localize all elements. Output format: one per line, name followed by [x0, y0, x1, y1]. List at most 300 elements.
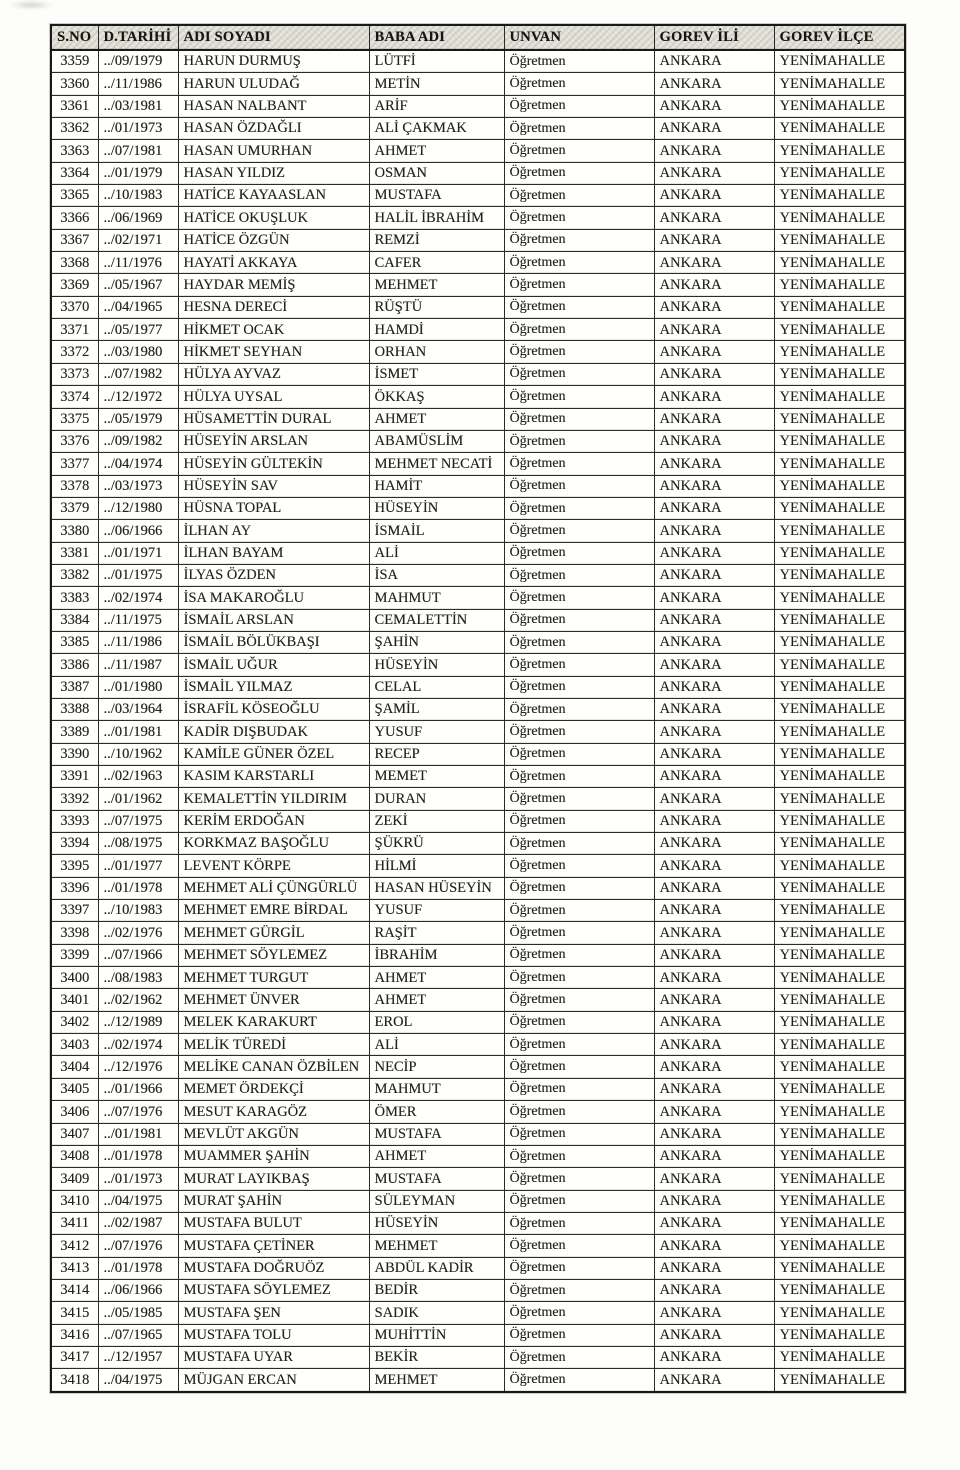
table-cell-adi-soyadi: HÜSNA TOPAL — [178, 497, 369, 519]
table-cell-gorev-ili: ANKARA — [654, 229, 774, 251]
table-cell-gorev-ili: ANKARA — [654, 900, 774, 922]
table-cell-adi-soyadi: MEHMET GÜRGİL — [178, 922, 369, 944]
table-cell-d-tarihi: ../06/1966 — [98, 1279, 178, 1301]
table-cell-unvan: Öğretmen — [504, 1346, 654, 1368]
table-cell-gorev-ilce: YENİMAHALLE — [774, 95, 905, 117]
table-cell-sno: 3387 — [51, 676, 98, 698]
table-cell-gorev-ili: ANKARA — [654, 676, 774, 698]
table-row — [51, 587, 905, 609]
table-cell-adi-soyadi: HATİCE ÖZGÜN — [178, 229, 369, 251]
table-cell-gorev-ilce: YENİMAHALLE — [774, 877, 905, 899]
table-cell-adi-soyadi: MURAT ŞAHİN — [178, 1190, 369, 1212]
table-cell-sno: 3386 — [51, 654, 98, 676]
table-row — [51, 162, 905, 184]
table-cell-sno: 3363 — [51, 140, 98, 162]
table-cell-adi-soyadi: İSMAİL YILMAZ — [178, 676, 369, 698]
table-row — [51, 766, 905, 788]
table-cell-gorev-ilce: YENİMAHALLE — [774, 1369, 905, 1392]
table-cell-baba-adi: ŞAMİL — [369, 698, 504, 720]
table-cell-gorev-ilce: YENİMAHALLE — [774, 1056, 905, 1078]
table-cell-unvan: Öğretmen — [504, 922, 654, 944]
table-cell-gorev-ilce: YENİMAHALLE — [774, 1279, 905, 1301]
table-cell-sno: 3380 — [51, 520, 98, 542]
table-cell-gorev-ilce: YENİMAHALLE — [774, 430, 905, 452]
table-cell-sno: 3407 — [51, 1123, 98, 1145]
table-cell-sno: 3399 — [51, 944, 98, 966]
table-cell-adi-soyadi: MÜJGAN ERCAN — [178, 1369, 369, 1392]
table-cell-sno: 3396 — [51, 877, 98, 899]
table-cell-unvan: Öğretmen — [504, 1257, 654, 1279]
table-cell-adi-soyadi: HASAN ÖZDAĞLI — [178, 118, 369, 140]
table-cell-unvan: Öğretmen — [504, 1279, 654, 1301]
table-cell-gorev-ilce: YENİMAHALLE — [774, 140, 905, 162]
table-cell-unvan: Öğretmen — [504, 430, 654, 452]
table-cell-gorev-ili: ANKARA — [654, 1056, 774, 1078]
table-cell-adi-soyadi: HASAN NALBANT — [178, 95, 369, 117]
table-cell-baba-adi: MEHMET — [369, 1235, 504, 1257]
table-cell-gorev-ili: ANKARA — [654, 95, 774, 117]
table-row — [51, 95, 905, 117]
table-cell-gorev-ilce: YENİMAHALLE — [774, 520, 905, 542]
table-cell-gorev-ili: ANKARA — [654, 1123, 774, 1145]
table-cell-adi-soyadi: İLHAN AY — [178, 520, 369, 542]
table-cell-unvan: Öğretmen — [504, 363, 654, 385]
table-cell-sno: 3409 — [51, 1168, 98, 1190]
table-cell-gorev-ilce: YENİMAHALLE — [774, 1034, 905, 1056]
table-cell-d-tarihi: ../02/1976 — [98, 922, 178, 944]
table-cell-unvan: Öğretmen — [504, 944, 654, 966]
table-cell-unvan: Öğretmen — [504, 475, 654, 497]
table-cell-gorev-ilce: YENİMAHALLE — [774, 1123, 905, 1145]
table-cell-d-tarihi: ../10/1983 — [98, 900, 178, 922]
table-cell-gorev-ili: ANKARA — [654, 1235, 774, 1257]
table-cell-adi-soyadi: MUSTAFA TOLU — [178, 1324, 369, 1346]
table-cell-sno: 3372 — [51, 341, 98, 363]
table-row — [51, 207, 905, 229]
table-cell-gorev-ili: ANKARA — [654, 296, 774, 318]
table-cell-gorev-ili: ANKARA — [654, 788, 774, 810]
table-cell-d-tarihi: ../07/1976 — [98, 1235, 178, 1257]
table-cell-baba-adi: ALİ ÇAKMAK — [369, 118, 504, 140]
table-cell-gorev-ili: ANKARA — [654, 1212, 774, 1234]
table-row — [51, 743, 905, 765]
column-header-sno: S.NO — [51, 25, 98, 50]
table-cell-gorev-ilce: YENİMAHALLE — [774, 788, 905, 810]
table-cell-d-tarihi: ../09/1982 — [98, 430, 178, 452]
table-cell-adi-soyadi: MEHMET EMRE BİRDAL — [178, 900, 369, 922]
table-cell-baba-adi: RAŞİT — [369, 922, 504, 944]
table-cell-unvan: Öğretmen — [504, 1056, 654, 1078]
table-cell-adi-soyadi: HASAN YILDIZ — [178, 162, 369, 184]
table-row — [51, 1101, 905, 1123]
table-cell-sno: 3404 — [51, 1056, 98, 1078]
table-cell-baba-adi: MUSTAFA — [369, 1168, 504, 1190]
table-cell-adi-soyadi: HİKMET SEYHAN — [178, 341, 369, 363]
table-cell-gorev-ili: ANKARA — [654, 363, 774, 385]
table-cell-gorev-ili: ANKARA — [654, 1078, 774, 1100]
table-cell-adi-soyadi: MEVLÜT AKGÜN — [178, 1123, 369, 1145]
table-cell-unvan: Öğretmen — [504, 296, 654, 318]
table-cell-gorev-ilce: YENİMAHALLE — [774, 386, 905, 408]
table-cell-gorev-ili: ANKARA — [654, 877, 774, 899]
table-cell-gorev-ilce: YENİMAHALLE — [774, 1257, 905, 1279]
table-row — [51, 1123, 905, 1145]
table-cell-unvan: Öğretmen — [504, 1101, 654, 1123]
table-cell-d-tarihi: ../05/1979 — [98, 408, 178, 430]
table-cell-baba-adi: REMZİ — [369, 229, 504, 251]
table-cell-baba-adi: HAMDİ — [369, 319, 504, 341]
table-cell-adi-soyadi: MUSTAFA ŞEN — [178, 1302, 369, 1324]
table-cell-unvan: Öğretmen — [504, 877, 654, 899]
table-cell-baba-adi: ÖMER — [369, 1101, 504, 1123]
table-cell-gorev-ilce: YENİMAHALLE — [774, 1011, 905, 1033]
table-cell-unvan: Öğretmen — [504, 609, 654, 631]
table-cell-unvan: Öğretmen — [504, 631, 654, 653]
table-row — [51, 1056, 905, 1078]
table-cell-d-tarihi: ../01/1975 — [98, 564, 178, 586]
table-cell-adi-soyadi: MESUT KARAGÖZ — [178, 1101, 369, 1123]
table-cell-gorev-ili: ANKARA — [654, 497, 774, 519]
table-row — [51, 1302, 905, 1324]
table-cell-sno: 3411 — [51, 1212, 98, 1234]
table-cell-d-tarihi: ../03/1973 — [98, 475, 178, 497]
table-cell-baba-adi: ZEKİ — [369, 810, 504, 832]
table-cell-adi-soyadi: İSMAİL ARSLAN — [178, 609, 369, 631]
column-header-gorev-ili: GOREV İLİ — [654, 25, 774, 50]
table-cell-unvan: Öğretmen — [504, 341, 654, 363]
table-cell-sno: 3400 — [51, 967, 98, 989]
table-cell-sno: 3418 — [51, 1369, 98, 1392]
table-cell-baba-adi: ORHAN — [369, 341, 504, 363]
table-cell-baba-adi: YUSUF — [369, 721, 504, 743]
table-cell-sno: 3376 — [51, 430, 98, 452]
table-cell-gorev-ili: ANKARA — [654, 274, 774, 296]
table-row — [51, 185, 905, 207]
table-cell-adi-soyadi: İLYAS ÖZDEN — [178, 564, 369, 586]
table-cell-gorev-ili: ANKARA — [654, 1324, 774, 1346]
table-cell-d-tarihi: ../07/1976 — [98, 1101, 178, 1123]
table-cell-gorev-ili: ANKARA — [654, 989, 774, 1011]
column-header-gorev-ilce: GOREV İLÇE — [774, 25, 905, 50]
table-cell-unvan: Öğretmen — [504, 274, 654, 296]
table-cell-adi-soyadi: MURAT LAYIKBAŞ — [178, 1168, 369, 1190]
table-cell-gorev-ilce: YENİMAHALLE — [774, 721, 905, 743]
table-cell-d-tarihi: ../02/1962 — [98, 989, 178, 1011]
table-row — [51, 721, 905, 743]
table-row — [51, 520, 905, 542]
table-cell-gorev-ili: ANKARA — [654, 587, 774, 609]
table-row — [51, 140, 905, 162]
table-cell-gorev-ilce: YENİMAHALLE — [774, 319, 905, 341]
table-cell-adi-soyadi: MEHMET ALİ ÇÜNGÜRLÜ — [178, 877, 369, 899]
table-cell-unvan: Öğretmen — [504, 900, 654, 922]
table-cell-adi-soyadi: MEHMET SÖYLEMEZ — [178, 944, 369, 966]
table-cell-d-tarihi: ../11/1986 — [98, 73, 178, 95]
table-cell-baba-adi: RECEP — [369, 743, 504, 765]
table-cell-baba-adi: LÜTFİ — [369, 50, 504, 73]
table-body — [51, 50, 905, 1392]
table-cell-gorev-ili: ANKARA — [654, 654, 774, 676]
table-cell-gorev-ilce: YENİMAHALLE — [774, 542, 905, 564]
table-cell-sno: 3415 — [51, 1302, 98, 1324]
table-cell-baba-adi: HÜSEYİN — [369, 497, 504, 519]
table-cell-adi-soyadi: İSA MAKAROĞLU — [178, 587, 369, 609]
table-cell-sno: 3378 — [51, 475, 98, 497]
table-cell-gorev-ilce: YENİMAHALLE — [774, 766, 905, 788]
table-cell-d-tarihi: ../01/1981 — [98, 1123, 178, 1145]
table-cell-sno: 3367 — [51, 229, 98, 251]
table-cell-adi-soyadi: KEMALETTİN YILDIRIM — [178, 788, 369, 810]
table-cell-unvan: Öğretmen — [504, 453, 654, 475]
table-cell-unvan: Öğretmen — [504, 542, 654, 564]
table-cell-baba-adi: CELAL — [369, 676, 504, 698]
table-cell-sno: 3389 — [51, 721, 98, 743]
table-cell-d-tarihi: ../07/1982 — [98, 363, 178, 385]
table-cell-baba-adi: MAHMUT — [369, 1078, 504, 1100]
table-cell-baba-adi: RÜŞTÜ — [369, 296, 504, 318]
table-cell-gorev-ili: ANKARA — [654, 855, 774, 877]
table-cell-baba-adi: AHMET — [369, 408, 504, 430]
table-cell-gorev-ilce: YENİMAHALLE — [774, 1235, 905, 1257]
table-cell-d-tarihi: ../04/1975 — [98, 1190, 178, 1212]
table-cell-baba-adi: DURAN — [369, 788, 504, 810]
table-cell-gorev-ili: ANKARA — [654, 185, 774, 207]
table-cell-sno: 3388 — [51, 698, 98, 720]
table-cell-gorev-ili: ANKARA — [654, 475, 774, 497]
table-cell-adi-soyadi: HAYATİ AKKAYA — [178, 252, 369, 274]
table-cell-adi-soyadi: HAYDAR MEMİŞ — [178, 274, 369, 296]
table-cell-sno: 3406 — [51, 1101, 98, 1123]
table-cell-baba-adi: HÜSEYİN — [369, 654, 504, 676]
table-cell-unvan: Öğretmen — [504, 833, 654, 855]
table-cell-gorev-ilce: YENİMAHALLE — [774, 341, 905, 363]
table-cell-sno: 3379 — [51, 497, 98, 519]
table-cell-gorev-ilce: YENİMAHALLE — [774, 229, 905, 251]
table-cell-sno: 3364 — [51, 162, 98, 184]
table-cell-gorev-ilce: YENİMAHALLE — [774, 50, 905, 73]
table-cell-d-tarihi: ../12/1980 — [98, 497, 178, 519]
table-cell-baba-adi: YUSUF — [369, 900, 504, 922]
table-row — [51, 967, 905, 989]
table-cell-d-tarihi: ../02/1987 — [98, 1212, 178, 1234]
table-cell-unvan: Öğretmen — [504, 386, 654, 408]
table-cell-d-tarihi: ../01/1973 — [98, 1168, 178, 1190]
table-cell-gorev-ilce: YENİMAHALLE — [774, 1145, 905, 1167]
table-row — [51, 877, 905, 899]
table-cell-baba-adi: MEHMET — [369, 1369, 504, 1392]
table-cell-d-tarihi: ../01/1971 — [98, 542, 178, 564]
table-cell-unvan: Öğretmen — [504, 1190, 654, 1212]
table-cell-d-tarihi: ../12/1957 — [98, 1346, 178, 1368]
table-cell-adi-soyadi: HARUN DURMUŞ — [178, 50, 369, 73]
table-cell-gorev-ili: ANKARA — [654, 73, 774, 95]
table-cell-adi-soyadi: MELİKE CANAN ÖZBİLEN — [178, 1056, 369, 1078]
table-row — [51, 296, 905, 318]
table-cell-gorev-ilce: YENİMAHALLE — [774, 1212, 905, 1234]
table-row — [51, 1346, 905, 1368]
table-cell-baba-adi: BEDİR — [369, 1279, 504, 1301]
table-cell-sno: 3360 — [51, 73, 98, 95]
table-cell-unvan: Öğretmen — [504, 967, 654, 989]
table-cell-baba-adi: İBRAHİM — [369, 944, 504, 966]
table-cell-gorev-ili: ANKARA — [654, 140, 774, 162]
table-cell-adi-soyadi: HASAN UMURHAN — [178, 140, 369, 162]
table-cell-sno: 3391 — [51, 766, 98, 788]
table-cell-sno: 3370 — [51, 296, 98, 318]
table-cell-baba-adi: MEHMET — [369, 274, 504, 296]
table-cell-adi-soyadi: İSMAİL BÖLÜKBAŞI — [178, 631, 369, 653]
table-cell-baba-adi: HALİL İBRAHİM — [369, 207, 504, 229]
table-cell-adi-soyadi: HÜLYA AYVAZ — [178, 363, 369, 385]
table-row — [51, 386, 905, 408]
table-row — [51, 319, 905, 341]
table-cell-gorev-ili: ANKARA — [654, 408, 774, 430]
table-cell-adi-soyadi: KASIM KARSTARLI — [178, 766, 369, 788]
table-cell-gorev-ilce: YENİMAHALLE — [774, 1101, 905, 1123]
table-cell-d-tarihi: ../01/1962 — [98, 788, 178, 810]
table-cell-d-tarihi: ../03/1981 — [98, 95, 178, 117]
table-cell-gorev-ili: ANKARA — [654, 118, 774, 140]
table-cell-baba-adi: ABDÜL KADİR — [369, 1257, 504, 1279]
table-cell-sno: 3384 — [51, 609, 98, 631]
table-cell-gorev-ili: ANKARA — [654, 698, 774, 720]
table-row — [51, 609, 905, 631]
table-cell-baba-adi: METİN — [369, 73, 504, 95]
table-cell-sno: 3371 — [51, 319, 98, 341]
table-cell-gorev-ilce: YENİMAHALLE — [774, 185, 905, 207]
table-cell-d-tarihi: ../02/1963 — [98, 766, 178, 788]
table-cell-baba-adi: ŞAHİN — [369, 631, 504, 653]
table-cell-adi-soyadi: MEMET ÖRDEKÇİ — [178, 1078, 369, 1100]
table-cell-unvan: Öğretmen — [504, 698, 654, 720]
table-cell-unvan: Öğretmen — [504, 564, 654, 586]
table-cell-unvan: Öğretmen — [504, 408, 654, 430]
table-cell-sno: 3408 — [51, 1145, 98, 1167]
table-cell-gorev-ilce: YENİMAHALLE — [774, 497, 905, 519]
table-row — [51, 922, 905, 944]
table-cell-adi-soyadi: MEHMET TURGUT — [178, 967, 369, 989]
table-cell-d-tarihi: ../06/1969 — [98, 207, 178, 229]
table-cell-gorev-ili: ANKARA — [654, 810, 774, 832]
table-cell-unvan: Öğretmen — [504, 1034, 654, 1056]
scan-artifact-smudge — [8, 0, 54, 10]
table-cell-sno: 3395 — [51, 855, 98, 877]
table-cell-gorev-ili: ANKARA — [654, 1257, 774, 1279]
column-header-unvan: UNVAN — [504, 25, 654, 50]
table-row — [51, 363, 905, 385]
table-cell-unvan: Öğretmen — [504, 1235, 654, 1257]
table-cell-gorev-ilce: YENİMAHALLE — [774, 967, 905, 989]
column-header-adi-soyadi: ADI SOYADI — [178, 25, 369, 50]
table-cell-d-tarihi: ../07/1981 — [98, 140, 178, 162]
table-cell-baba-adi: MUSTAFA — [369, 185, 504, 207]
table-cell-adi-soyadi: İLHAN BAYAM — [178, 542, 369, 564]
table-cell-unvan: Öğretmen — [504, 766, 654, 788]
table-cell-gorev-ili: ANKARA — [654, 319, 774, 341]
table-cell-gorev-ili: ANKARA — [654, 609, 774, 631]
table-cell-gorev-ilce: YENİMAHALLE — [774, 654, 905, 676]
table-cell-d-tarihi: ../12/1972 — [98, 386, 178, 408]
table-cell-unvan: Öğretmen — [504, 1011, 654, 1033]
table-cell-unvan: Öğretmen — [504, 118, 654, 140]
table-cell-adi-soyadi: HÜSEYİN GÜLTEKİN — [178, 453, 369, 475]
table-cell-unvan: Öğretmen — [504, 162, 654, 184]
table-cell-d-tarihi: ../01/1973 — [98, 118, 178, 140]
table-cell-unvan: Öğretmen — [504, 1302, 654, 1324]
table-cell-gorev-ilce: YENİMAHALLE — [774, 1346, 905, 1368]
table-cell-gorev-ilce: YENİMAHALLE — [774, 408, 905, 430]
table-cell-adi-soyadi: İSMAİL UĞUR — [178, 654, 369, 676]
table-cell-adi-soyadi: HESNA DERECİ — [178, 296, 369, 318]
table-cell-sno: 3366 — [51, 207, 98, 229]
table-row — [51, 1190, 905, 1212]
table-cell-gorev-ili: ANKARA — [654, 1190, 774, 1212]
table-cell-baba-adi: AHMET — [369, 989, 504, 1011]
table-cell-adi-soyadi: HÜSEYİN ARSLAN — [178, 430, 369, 452]
table-cell-d-tarihi: ../04/1974 — [98, 453, 178, 475]
table-cell-gorev-ilce: YENİMAHALLE — [774, 900, 905, 922]
table-cell-d-tarihi: ../07/1965 — [98, 1324, 178, 1346]
table-cell-baba-adi: HAMİT — [369, 475, 504, 497]
table-cell-d-tarihi: ../10/1983 — [98, 185, 178, 207]
column-header-baba-adi: BABA ADI — [369, 25, 504, 50]
table-row — [51, 497, 905, 519]
table-cell-adi-soyadi: İSRAFİL KÖSEOĞLU — [178, 698, 369, 720]
table-cell-baba-adi: MUHİTTİN — [369, 1324, 504, 1346]
table-cell-gorev-ilce: YENİMAHALLE — [774, 989, 905, 1011]
table-cell-unvan: Öğretmen — [504, 587, 654, 609]
table-cell-unvan: Öğretmen — [504, 1078, 654, 1100]
table-row — [51, 989, 905, 1011]
table-cell-adi-soyadi: MEHMET ÜNVER — [178, 989, 369, 1011]
table-cell-unvan: Öğretmen — [504, 1212, 654, 1234]
table-cell-baba-adi: EROL — [369, 1011, 504, 1033]
table-cell-gorev-ilce: YENİMAHALLE — [774, 609, 905, 631]
table-cell-sno: 3398 — [51, 922, 98, 944]
table-cell-sno: 3405 — [51, 1078, 98, 1100]
table-cell-gorev-ilce: YENİMAHALLE — [774, 922, 905, 944]
table-cell-gorev-ili: ANKARA — [654, 743, 774, 765]
table-cell-sno: 3374 — [51, 386, 98, 408]
table-cell-gorev-ili: ANKARA — [654, 1369, 774, 1392]
table-cell-sno: 3393 — [51, 810, 98, 832]
table-cell-unvan: Öğretmen — [504, 185, 654, 207]
table-cell-sno: 3385 — [51, 631, 98, 653]
table-cell-gorev-ili: ANKARA — [654, 564, 774, 586]
table-cell-sno: 3359 — [51, 50, 98, 73]
table-cell-unvan: Öğretmen — [504, 743, 654, 765]
table-cell-sno: 3377 — [51, 453, 98, 475]
table-cell-d-tarihi: ../02/1971 — [98, 229, 178, 251]
table-cell-d-tarihi: ../08/1975 — [98, 833, 178, 855]
table-row — [51, 73, 905, 95]
table-row — [51, 542, 905, 564]
table-cell-sno: 3368 — [51, 252, 98, 274]
table-row — [51, 252, 905, 274]
table-row — [51, 564, 905, 586]
table-cell-baba-adi: MEMET — [369, 766, 504, 788]
table-row — [51, 408, 905, 430]
table-cell-gorev-ilce: YENİMAHALLE — [774, 1324, 905, 1346]
table-cell-gorev-ilce: YENİMAHALLE — [774, 587, 905, 609]
table-cell-adi-soyadi: HÜSAMETTİN DURAL — [178, 408, 369, 430]
table-cell-gorev-ili: ANKARA — [654, 1279, 774, 1301]
table-cell-d-tarihi: ../11/1986 — [98, 631, 178, 653]
table-cell-adi-soyadi: HÜLYA UYSAL — [178, 386, 369, 408]
table-header-row — [51, 25, 905, 50]
table-cell-gorev-ilce: YENİMAHALLE — [774, 944, 905, 966]
table-cell-sno: 3416 — [51, 1324, 98, 1346]
